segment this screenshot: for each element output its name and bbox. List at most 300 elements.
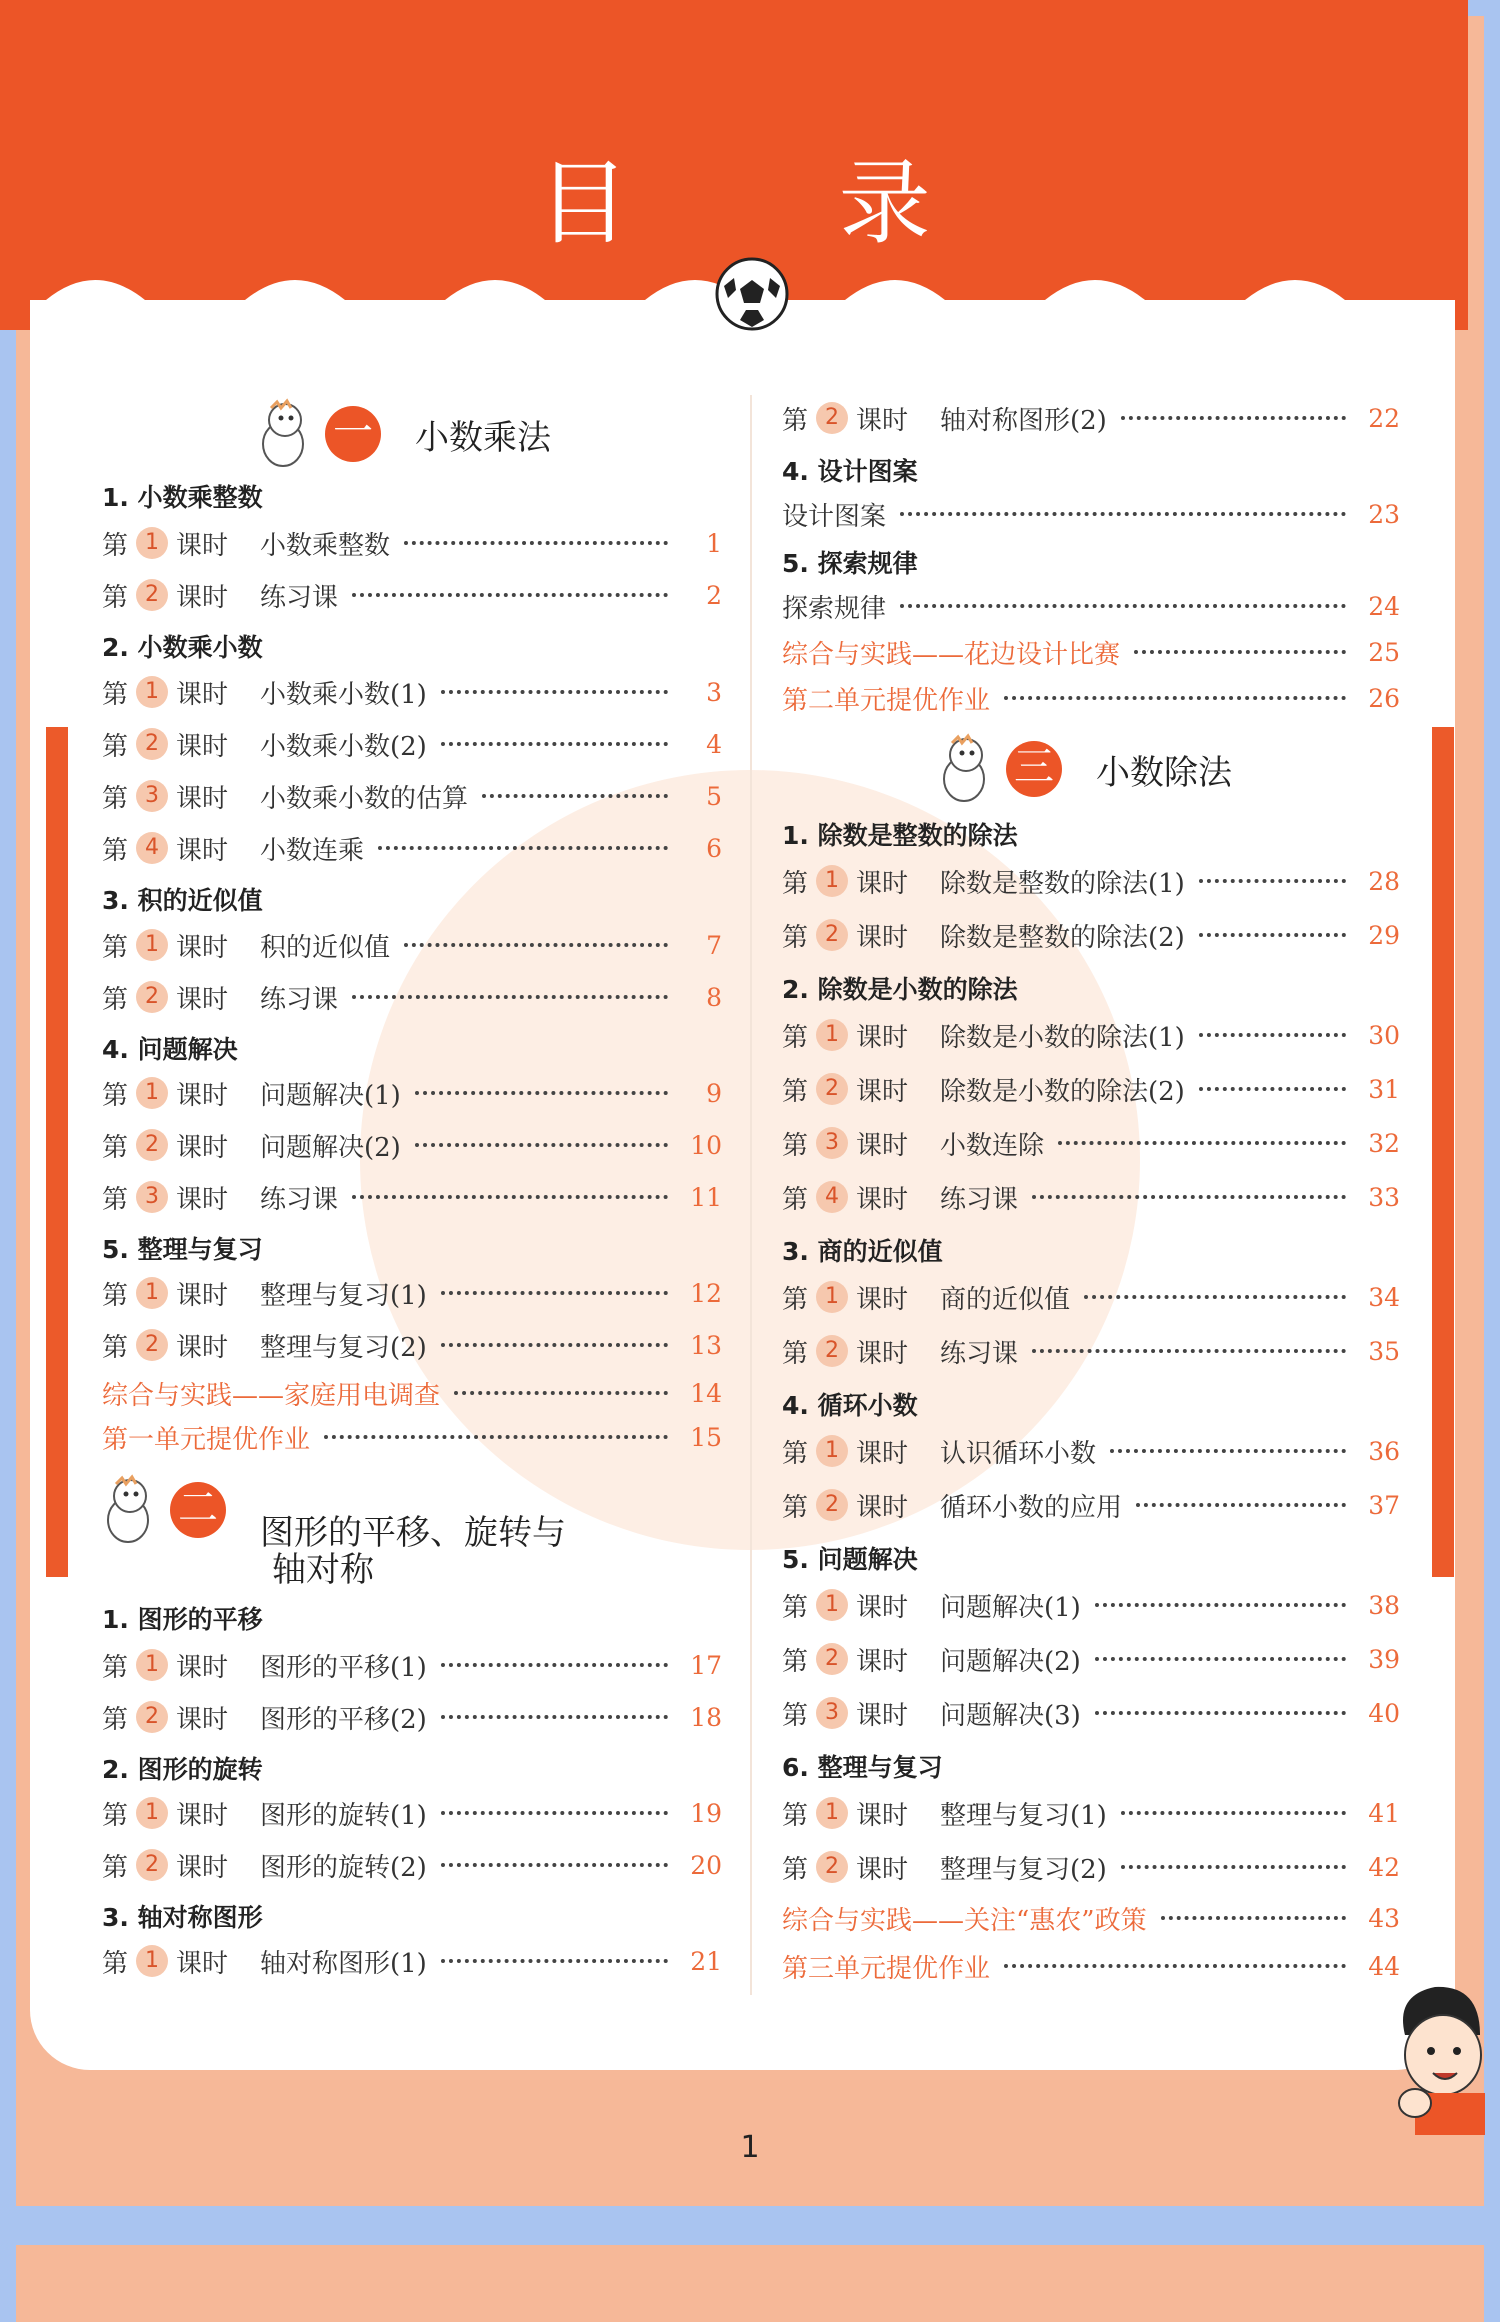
entry-title: 练习课 <box>940 1338 1019 1369</box>
entry-title: 问题解决(2) <box>940 1646 1081 1677</box>
entry-title: 综合与实践——花边设计比赛 <box>782 639 1121 670</box>
page-ref: 31 <box>1368 1074 1400 1104</box>
section-heading: 2. 图形的旋转 <box>102 1755 263 1784</box>
lesson-number-badge: 4 <box>136 832 168 864</box>
page-ref: 37 <box>1368 1490 1400 1520</box>
page-ref: 5 <box>706 781 722 811</box>
section-heading: 5. 探索规律 <box>782 549 918 578</box>
page-ref: 38 <box>1368 1590 1400 1620</box>
toc-entry[interactable] <box>102 726 722 762</box>
di-label: 第 <box>102 932 129 963</box>
leader-dots <box>454 1391 668 1395</box>
entry-title: 整理与复习(2) <box>940 1854 1107 1885</box>
di-label: 第 <box>782 868 809 899</box>
entry-title: 设计图案 <box>782 501 887 532</box>
keshi-label: 课时 <box>176 582 229 613</box>
entry-title: 练习课 <box>260 582 339 613</box>
toc-entry[interactable] <box>102 577 722 613</box>
entry-title: 轴对称图形(2) <box>940 405 1107 436</box>
toc-entry[interactable] <box>782 400 1400 436</box>
page-ref: 7 <box>706 930 722 960</box>
dinosaur-icon <box>100 1474 160 1546</box>
keshi-label: 课时 <box>176 835 229 866</box>
section-heading: 1. 除数是整数的除法 <box>782 821 1018 850</box>
leader-dots <box>1121 1811 1346 1815</box>
page-ref: 11 <box>690 1182 722 1212</box>
lesson-number-badge: 2 <box>136 1129 168 1161</box>
di-label: 第 <box>102 1704 129 1735</box>
toc-entry-practice[interactable] <box>102 1419 722 1455</box>
toc-entry[interactable] <box>102 1847 722 1883</box>
column-divider <box>750 395 752 1995</box>
lesson-number-badge: 2 <box>136 579 168 611</box>
page-ref: 21 <box>690 1946 722 1976</box>
lesson-number-badge: 1 <box>816 1019 848 1051</box>
leader-dots <box>1199 1087 1346 1091</box>
leader-dots <box>1004 1964 1346 1968</box>
chapter-number-badge: 一 <box>325 406 381 462</box>
lesson-number-badge: 2 <box>816 919 848 951</box>
lesson-number-badge: 2 <box>816 1073 848 1105</box>
di-label: 第 <box>102 1280 129 1311</box>
di-label: 第 <box>782 1338 809 1369</box>
lesson-number-badge: 1 <box>136 929 168 961</box>
page-ref: 10 <box>690 1130 722 1160</box>
entry-title: 小数乘小数(1) <box>260 679 427 710</box>
lesson-number-badge: 1 <box>816 1435 848 1467</box>
entry-title: 小数连除 <box>940 1130 1045 1161</box>
page-ref: 36 <box>1368 1436 1400 1466</box>
leader-dots <box>900 512 1346 516</box>
page-title: 目 录 <box>537 150 1021 257</box>
di-label: 第 <box>102 1132 129 1163</box>
keshi-label: 课时 <box>856 1076 909 1107</box>
leader-dots <box>415 1143 668 1147</box>
entry-title: 图形的旋转(1) <box>260 1800 427 1831</box>
toc-entry[interactable] <box>782 588 1400 624</box>
toc-entry[interactable] <box>102 1647 722 1683</box>
entry-title: 探索规律 <box>782 593 887 624</box>
page-ref: 6 <box>706 833 722 863</box>
chapter-title: 轴对称 <box>272 1550 374 1590</box>
leader-dots <box>1004 696 1346 700</box>
page-ref: 41 <box>1368 1798 1400 1828</box>
entry-title: 问题解决(1) <box>260 1080 401 1111</box>
leader-dots <box>441 1343 668 1347</box>
entry-title: 第三单元提优作业 <box>782 1953 991 1984</box>
toc-entry[interactable] <box>782 496 1400 532</box>
toc-entry-practice[interactable] <box>782 680 1400 716</box>
lesson-number-badge: 2 <box>136 981 168 1013</box>
toc-entry[interactable] <box>782 1433 1400 1469</box>
lesson-number-badge: 2 <box>136 1849 168 1881</box>
leader-dots <box>352 995 668 999</box>
lesson-number-badge: 3 <box>816 1127 848 1159</box>
page-ref: 24 <box>1368 591 1400 621</box>
keshi-label: 课时 <box>176 679 229 710</box>
keshi-label: 课时 <box>856 1022 909 1053</box>
toc-entry-practice[interactable] <box>782 634 1400 670</box>
entry-title: 小数乘小数的估算 <box>260 783 469 814</box>
section-heading: 4. 问题解决 <box>102 1035 238 1064</box>
toc-entry[interactable] <box>102 674 722 710</box>
lesson-number-badge: 2 <box>136 1701 168 1733</box>
section-heading: 6. 整理与复习 <box>782 1753 943 1782</box>
lesson-number-badge: 1 <box>816 1281 848 1313</box>
toc-entry[interactable] <box>102 1327 722 1363</box>
keshi-label: 课时 <box>856 1338 909 1369</box>
page-ref: 30 <box>1368 1020 1400 1050</box>
left-edge-bar <box>46 727 68 1577</box>
leader-dots <box>1084 1295 1346 1299</box>
leader-dots <box>415 1091 668 1095</box>
right-edge-bar <box>1432 727 1454 1577</box>
lesson-number-badge: 1 <box>816 1797 848 1829</box>
chapter-3-heading <box>936 733 1232 805</box>
section-heading: 2. 小数乘小数 <box>102 633 263 662</box>
section-heading: 3. 积的近似值 <box>102 886 263 915</box>
toc-entry[interactable] <box>782 1587 1400 1623</box>
toc-entry[interactable] <box>782 1071 1400 1107</box>
page-ref: 18 <box>690 1702 722 1732</box>
di-label: 第 <box>782 1800 809 1831</box>
leader-dots <box>900 604 1346 608</box>
chapter-number-badge: 三 <box>1006 741 1062 797</box>
entry-title: 问题解决(2) <box>260 1132 401 1163</box>
keshi-label: 课时 <box>176 932 229 963</box>
page-ref: 9 <box>706 1078 722 1108</box>
page-number: 1 <box>740 2130 760 2165</box>
page-ref: 25 <box>1368 637 1400 667</box>
entry-title: 图形的平移(1) <box>260 1652 427 1683</box>
lesson-number-badge: 1 <box>136 1277 168 1309</box>
toc-entry[interactable] <box>102 1275 722 1311</box>
di-label: 第 <box>782 1438 809 1469</box>
lesson-number-badge: 2 <box>816 1335 848 1367</box>
toc-entry[interactable] <box>782 1487 1400 1523</box>
keshi-label: 课时 <box>176 1184 229 1215</box>
entry-title: 小数乘小数(2) <box>260 731 427 762</box>
chapter-title: 小数除法 <box>1096 752 1232 793</box>
entry-title: 图形的平移(2) <box>260 1704 427 1735</box>
leader-dots <box>1095 1711 1346 1715</box>
section-heading: 3. 轴对称图形 <box>102 1903 263 1932</box>
page-ref: 1 <box>706 528 722 558</box>
toc-entry[interactable] <box>782 1125 1400 1161</box>
keshi-label: 课时 <box>176 984 229 1015</box>
page-ref: 2 <box>706 580 722 610</box>
leader-dots <box>1110 1449 1346 1453</box>
leader-dots <box>352 593 668 597</box>
lesson-number-badge: 1 <box>136 676 168 708</box>
keshi-label: 课时 <box>176 1800 229 1831</box>
leader-dots <box>441 1715 668 1719</box>
lesson-number-badge: 1 <box>136 527 168 559</box>
toc-entry[interactable] <box>102 927 722 963</box>
cartoon-boy-icon <box>1385 1975 1485 2135</box>
di-label: 第 <box>102 530 129 561</box>
entry-title: 第一单元提优作业 <box>102 1424 311 1455</box>
page-ref: 44 <box>1368 1951 1400 1981</box>
leader-dots <box>378 846 668 850</box>
entry-title: 小数连乘 <box>260 835 365 866</box>
di-label: 第 <box>782 922 809 953</box>
keshi-label: 课时 <box>856 1184 909 1215</box>
di-label: 第 <box>782 1022 809 1053</box>
keshi-label: 课时 <box>856 1592 909 1623</box>
toc-entry[interactable] <box>782 1279 1400 1315</box>
leader-dots <box>441 1663 668 1667</box>
lesson-number-badge: 1 <box>136 1649 168 1681</box>
page-ref: 29 <box>1368 920 1400 950</box>
keshi-label: 课时 <box>856 922 909 953</box>
toc-entry-practice[interactable] <box>102 1375 722 1411</box>
entry-title: 除数是整数的除法(2) <box>940 922 1185 953</box>
di-label: 第 <box>102 984 129 1015</box>
page-ref: 12 <box>690 1278 722 1308</box>
di-label: 第 <box>782 405 809 436</box>
entry-title: 问题解决(1) <box>940 1592 1081 1623</box>
page-ref: 3 <box>706 677 722 707</box>
lesson-number-badge: 2 <box>136 1329 168 1361</box>
page-ref: 17 <box>690 1650 722 1680</box>
entry-title: 问题解决(3) <box>940 1700 1081 1731</box>
section-heading: 1. 图形的平移 <box>102 1605 263 1634</box>
lesson-number-badge: 1 <box>136 1077 168 1109</box>
keshi-label: 课时 <box>176 1332 229 1363</box>
page-ref: 26 <box>1368 683 1400 713</box>
page-ref: 33 <box>1368 1182 1400 1212</box>
dinosaur-icon <box>255 398 315 470</box>
toc-entry[interactable] <box>102 525 722 561</box>
keshi-label: 课时 <box>176 530 229 561</box>
toc-entry[interactable] <box>102 1795 722 1831</box>
di-label: 第 <box>782 1854 809 1885</box>
section-heading: 4. 循环小数 <box>782 1391 918 1420</box>
page-ref: 34 <box>1368 1282 1400 1312</box>
leader-dots <box>1134 650 1346 654</box>
keshi-label: 课时 <box>856 1130 909 1161</box>
leader-dots <box>1136 1503 1346 1507</box>
entry-title: 除数是小数的除法(2) <box>940 1076 1185 1107</box>
entry-title: 商的近似值 <box>940 1284 1071 1315</box>
lesson-number-badge: 2 <box>136 728 168 760</box>
keshi-label: 课时 <box>856 1854 909 1885</box>
page-ref: 43 <box>1368 1903 1400 1933</box>
toc-entry[interactable] <box>782 1179 1400 1215</box>
leader-dots <box>1199 933 1346 937</box>
leader-dots <box>324 1435 668 1439</box>
toc-entry[interactable] <box>102 979 722 1015</box>
keshi-label: 课时 <box>176 1132 229 1163</box>
entry-title: 小数乘整数 <box>260 530 391 561</box>
chapter-1-heading <box>255 398 551 470</box>
di-label: 第 <box>782 1592 809 1623</box>
section-heading: 5. 整理与复习 <box>102 1235 263 1264</box>
di-label: 第 <box>102 1852 129 1883</box>
entry-title: 练习课 <box>260 1184 339 1215</box>
page-ref: 4 <box>706 729 722 759</box>
leader-dots <box>404 943 668 947</box>
toc-entry[interactable] <box>102 1699 722 1735</box>
di-label: 第 <box>102 835 129 866</box>
di-label: 第 <box>102 679 129 710</box>
entry-title: 综合与实践——关注“惠农”政策 <box>782 1905 1147 1936</box>
lesson-number-badge: 1 <box>136 1945 168 1977</box>
keshi-label: 课时 <box>176 1652 229 1683</box>
di-label: 第 <box>102 582 129 613</box>
toc-entry[interactable] <box>102 778 722 814</box>
toc-entry[interactable] <box>102 830 722 866</box>
page-ref: 39 <box>1368 1644 1400 1674</box>
leader-dots <box>441 742 668 746</box>
keshi-label: 课时 <box>856 1438 909 1469</box>
di-label: 第 <box>102 1184 129 1215</box>
lesson-number-badge: 2 <box>816 1489 848 1521</box>
keshi-label: 课时 <box>176 1280 229 1311</box>
chapter-2-heading <box>100 1465 566 1554</box>
entry-title: 轴对称图形(1) <box>260 1948 427 1979</box>
leader-dots <box>482 794 668 798</box>
keshi-label: 课时 <box>176 731 229 762</box>
toc-entry[interactable] <box>782 1333 1400 1369</box>
entry-title: 整理与复习(1) <box>260 1280 427 1311</box>
lesson-number-badge: 3 <box>136 1181 168 1213</box>
entry-title: 循环小数的应用 <box>940 1492 1123 1523</box>
di-label: 第 <box>102 1948 129 1979</box>
di-label: 第 <box>102 783 129 814</box>
di-label: 第 <box>782 1284 809 1315</box>
soccer-ball-icon <box>714 256 790 332</box>
leader-dots <box>441 1811 668 1815</box>
leader-dots <box>1161 1916 1346 1920</box>
page-ref: 32 <box>1368 1128 1400 1158</box>
entry-title: 第二单元提优作业 <box>782 685 991 716</box>
page-ref: 22 <box>1368 403 1400 433</box>
toc-entry[interactable] <box>782 1017 1400 1053</box>
keshi-label: 课时 <box>856 1492 909 1523</box>
leader-dots <box>1095 1603 1346 1607</box>
lesson-number-badge: 3 <box>136 780 168 812</box>
di-label: 第 <box>102 1332 129 1363</box>
leader-dots <box>1095 1657 1346 1661</box>
leader-dots <box>1121 416 1346 420</box>
di-label: 第 <box>102 1800 129 1831</box>
lesson-number-badge: 1 <box>816 865 848 897</box>
page-ref: 28 <box>1368 866 1400 896</box>
di-label: 第 <box>782 1646 809 1677</box>
section-heading: 3. 商的近似值 <box>782 1237 943 1266</box>
di-label: 第 <box>782 1076 809 1107</box>
di-label: 第 <box>102 1080 129 1111</box>
page-ref: 35 <box>1368 1336 1400 1366</box>
di-label: 第 <box>782 1700 809 1731</box>
lesson-number-badge: 2 <box>816 402 848 434</box>
toc-entry[interactable] <box>102 1127 722 1163</box>
keshi-label: 课时 <box>176 1080 229 1111</box>
di-label: 第 <box>102 731 129 762</box>
leader-dots <box>1199 1033 1346 1037</box>
toc-entry[interactable] <box>102 1075 722 1111</box>
section-heading: 1. 小数乘整数 <box>102 483 263 512</box>
chapter-2-title-line2 <box>272 1542 374 1591</box>
lesson-number-badge: 2 <box>816 1851 848 1883</box>
keshi-label: 课时 <box>856 1800 909 1831</box>
keshi-label: 课时 <box>856 868 909 899</box>
keshi-label: 课时 <box>176 1704 229 1735</box>
leader-dots <box>1058 1141 1346 1145</box>
leader-dots <box>1032 1195 1346 1199</box>
di-label: 第 <box>102 1652 129 1683</box>
leader-dots <box>441 1291 668 1295</box>
chapter-title: 小数乘法 <box>415 417 551 458</box>
leader-dots <box>441 1863 668 1867</box>
page-ref: 42 <box>1368 1852 1400 1882</box>
di-label: 第 <box>782 1184 809 1215</box>
keshi-label: 课时 <box>856 1284 909 1315</box>
entry-title: 综合与实践——家庭用电调查 <box>102 1380 441 1411</box>
keshi-label: 课时 <box>176 1852 229 1883</box>
di-label: 第 <box>782 1492 809 1523</box>
toc-entry[interactable] <box>782 1849 1400 1885</box>
leader-dots <box>352 1195 668 1199</box>
page-ref: 13 <box>690 1330 722 1360</box>
toc-entry[interactable] <box>782 863 1400 899</box>
section-heading: 4. 设计图案 <box>782 457 918 486</box>
section-heading: 2. 除数是小数的除法 <box>782 975 1018 1004</box>
lesson-number-badge: 1 <box>136 1797 168 1829</box>
keshi-label: 课时 <box>176 1948 229 1979</box>
toc-entry[interactable] <box>782 1695 1400 1731</box>
leader-dots <box>1121 1865 1346 1869</box>
toc-entry-practice[interactable] <box>782 1948 1400 1984</box>
entry-title: 练习课 <box>260 984 339 1015</box>
entry-title: 除数是小数的除法(1) <box>940 1022 1185 1053</box>
page-ref: 14 <box>690 1378 722 1408</box>
page-ref: 40 <box>1368 1698 1400 1728</box>
entry-title: 图形的旋转(2) <box>260 1852 427 1883</box>
entry-title: 练习课 <box>940 1184 1019 1215</box>
keshi-label: 课时 <box>856 1646 909 1677</box>
lesson-number-badge: 2 <box>816 1643 848 1675</box>
toc-entry[interactable] <box>782 1641 1400 1677</box>
entry-title: 积的近似值 <box>260 932 391 963</box>
page-ref: 8 <box>706 982 722 1012</box>
lesson-number-badge: 3 <box>816 1697 848 1729</box>
entry-title: 除数是整数的除法(1) <box>940 868 1185 899</box>
keshi-label: 课时 <box>856 405 909 436</box>
toc-entry[interactable] <box>102 1943 722 1979</box>
toc-entry[interactable] <box>782 1795 1400 1831</box>
lesson-number-badge: 1 <box>816 1589 848 1621</box>
entry-title: 整理与复习(2) <box>260 1332 427 1363</box>
entry-title: 认识循环小数 <box>940 1438 1097 1469</box>
leader-dots <box>441 690 668 694</box>
entry-title: 整理与复习(1) <box>940 1800 1107 1831</box>
toc-entry[interactable] <box>782 917 1400 953</box>
toc-entry-practice[interactable] <box>782 1900 1400 1936</box>
section-heading: 5. 问题解决 <box>782 1545 918 1574</box>
dinosaur-icon <box>936 733 996 805</box>
page-ref: 20 <box>690 1850 722 1880</box>
leader-dots <box>1199 879 1346 883</box>
next-page-strip <box>16 2245 1484 2322</box>
keshi-label: 课时 <box>176 783 229 814</box>
lesson-number-badge: 4 <box>816 1181 848 1213</box>
page-ref: 15 <box>690 1422 722 1452</box>
toc-entry[interactable] <box>102 1179 722 1215</box>
page-ref: 23 <box>1368 499 1400 529</box>
